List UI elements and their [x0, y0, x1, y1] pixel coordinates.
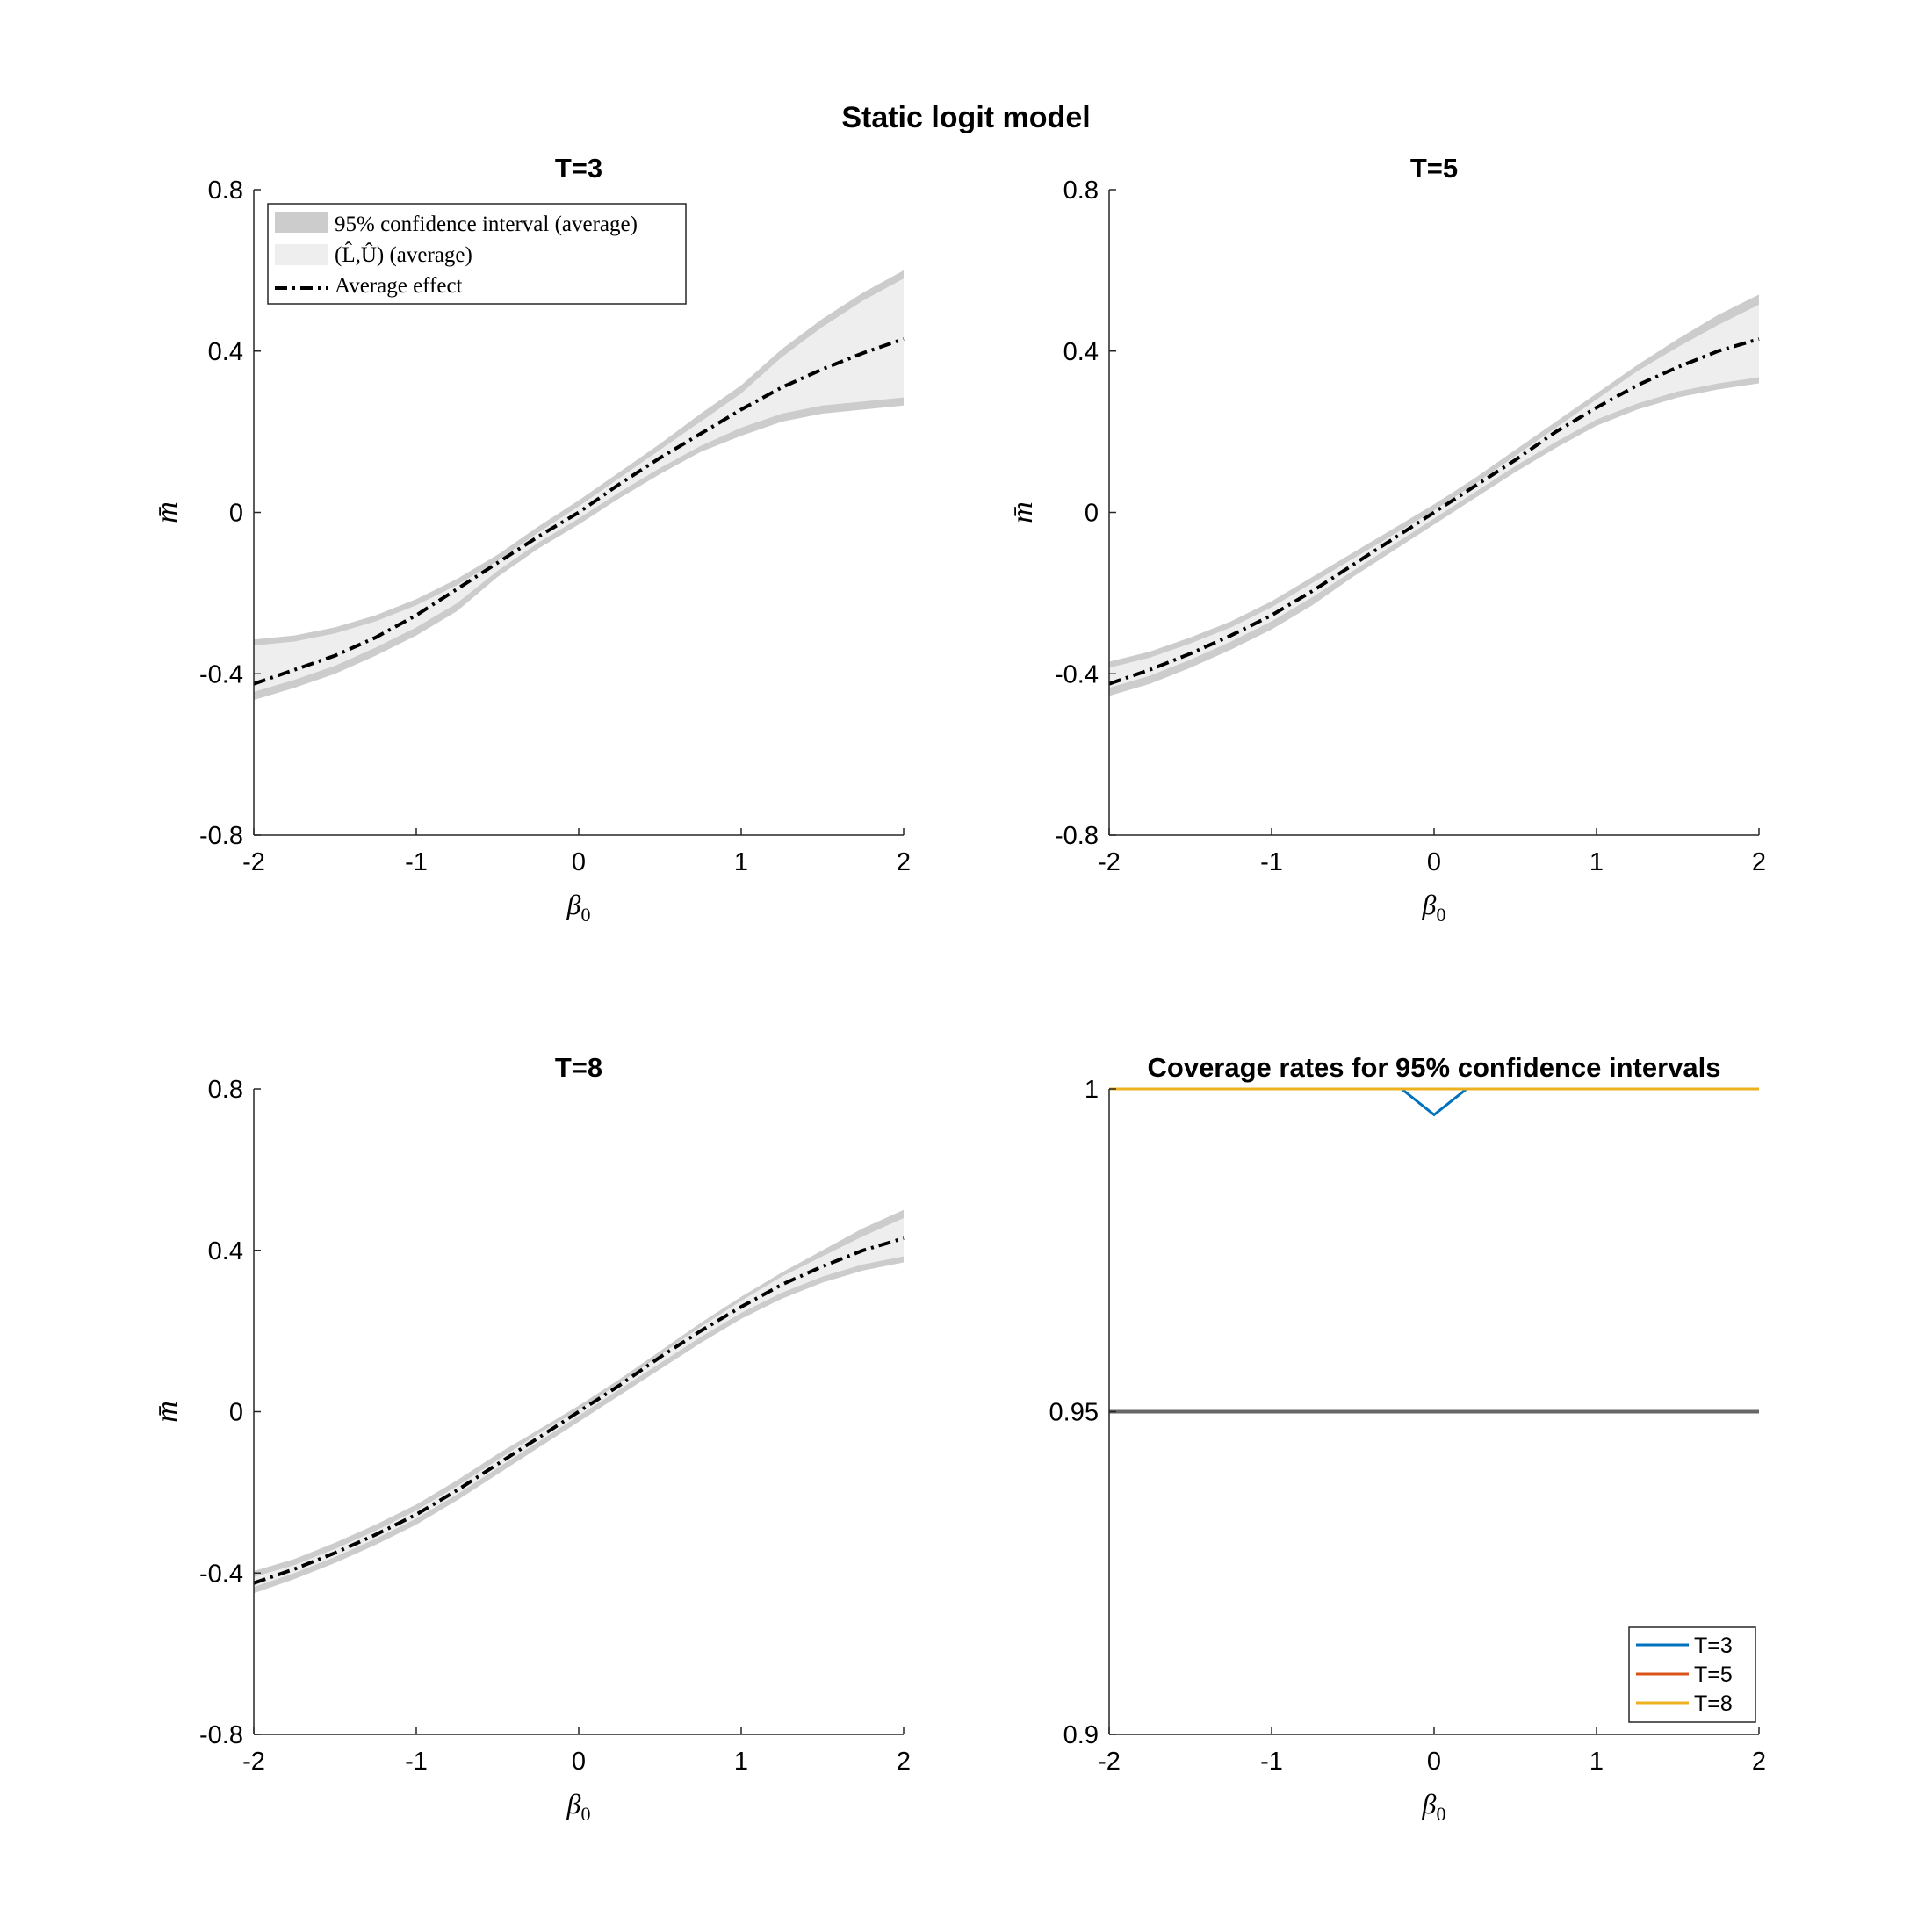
y-tick-label: -0.4	[1055, 660, 1099, 689]
x-tick-label: -1	[405, 848, 428, 876]
x-tick-label: 2	[896, 848, 912, 876]
x-tick-label: -1	[1260, 1748, 1283, 1776]
x-tick-label: 2	[1751, 1748, 1767, 1776]
y-tick-label: -0.8	[199, 822, 243, 850]
x-axis-label: $\beta_0$	[566, 889, 591, 926]
y-axis-label: m̄	[151, 1401, 184, 1423]
chart-panel-3	[151, 1052, 911, 1825]
chart-panel-4	[1049, 1052, 1767, 1825]
y-tick-label: 0.4	[207, 1236, 243, 1265]
y-tick-label: -0.4	[199, 660, 243, 689]
legend	[1629, 1627, 1755, 1722]
bounds-band	[254, 1218, 904, 1587]
x-tick-label: 2	[1751, 848, 1767, 876]
x-tick-label: -2	[242, 1748, 265, 1776]
x-tick-label: -1	[405, 1748, 428, 1776]
y-tick-label: 0	[1084, 499, 1099, 528]
y-tick-label: 0.8	[1063, 177, 1099, 205]
panel-title: T=8	[554, 1052, 603, 1083]
y-tick-label: 0.8	[207, 1076, 243, 1104]
x-tick-label: 2	[896, 1748, 912, 1776]
x-axis-label: $\beta_0$	[1422, 889, 1446, 926]
legend-entry: T=5	[1694, 1662, 1733, 1687]
y-tick-label: 0.95	[1049, 1398, 1099, 1427]
y-tick-label: 0.4	[207, 337, 243, 366]
panel-title: T=5	[1409, 153, 1459, 184]
x-tick-label: 0	[1426, 848, 1442, 876]
legend-entry: T=8	[1694, 1691, 1733, 1716]
y-axis-label: m̄	[1006, 501, 1039, 523]
legend-swatch-ci	[275, 212, 328, 233]
x-tick-label: 1	[733, 848, 749, 876]
legend-entry: 95% confidence interval (average)	[335, 213, 638, 236]
y-tick-label: 0	[228, 1398, 243, 1427]
y-tick-label: -0.8	[199, 1721, 243, 1749]
x-axis-label: $\beta_0$	[1422, 1788, 1446, 1825]
x-tick-label: -2	[242, 848, 265, 876]
chart-panel-2	[1006, 153, 1766, 926]
bounds-band	[1109, 305, 1759, 688]
panel-title: Coverage rates for 95% confidence intervals	[1147, 1052, 1721, 1083]
y-tick-label: 0.8	[207, 177, 243, 205]
y-tick-label: 0.9	[1063, 1721, 1099, 1749]
y-tick-label: 0.4	[1063, 337, 1099, 366]
x-tick-label: 1	[1589, 1748, 1604, 1776]
x-axis-label: $\beta_0$	[566, 1788, 591, 1825]
x-tick-label: 0	[571, 848, 587, 876]
legend-entry: Average effect	[335, 274, 463, 298]
x-tick-label: 0	[571, 1748, 587, 1776]
x-tick-label: -2	[1098, 1748, 1121, 1776]
x-tick-label: 0	[1426, 1748, 1442, 1776]
y-tick-label: -0.4	[199, 1560, 243, 1589]
bounds-band	[254, 278, 904, 692]
x-tick-label: 1	[733, 1748, 749, 1776]
x-tick-label: 1	[1589, 848, 1604, 876]
legend	[268, 204, 686, 304]
confidence-interval-band	[1109, 294, 1759, 696]
panel-title: T=3	[554, 153, 603, 184]
legend-entry: T=3	[1694, 1633, 1733, 1658]
legend-entry: (L̂,Û) (average)	[335, 243, 472, 267]
legend-swatch-bounds	[275, 244, 328, 265]
x-tick-label: -1	[1260, 848, 1283, 876]
chart-panel-1	[151, 153, 911, 926]
coverage-line-t3	[1109, 1089, 1759, 1114]
x-tick-label: -2	[1098, 848, 1121, 876]
y-tick-label: -0.8	[1055, 822, 1099, 850]
figure-title: Static logit model	[841, 101, 1091, 134]
y-axis-label: m̄	[151, 501, 184, 523]
y-tick-label: 0	[228, 499, 243, 528]
y-tick-label: 1	[1084, 1076, 1099, 1104]
